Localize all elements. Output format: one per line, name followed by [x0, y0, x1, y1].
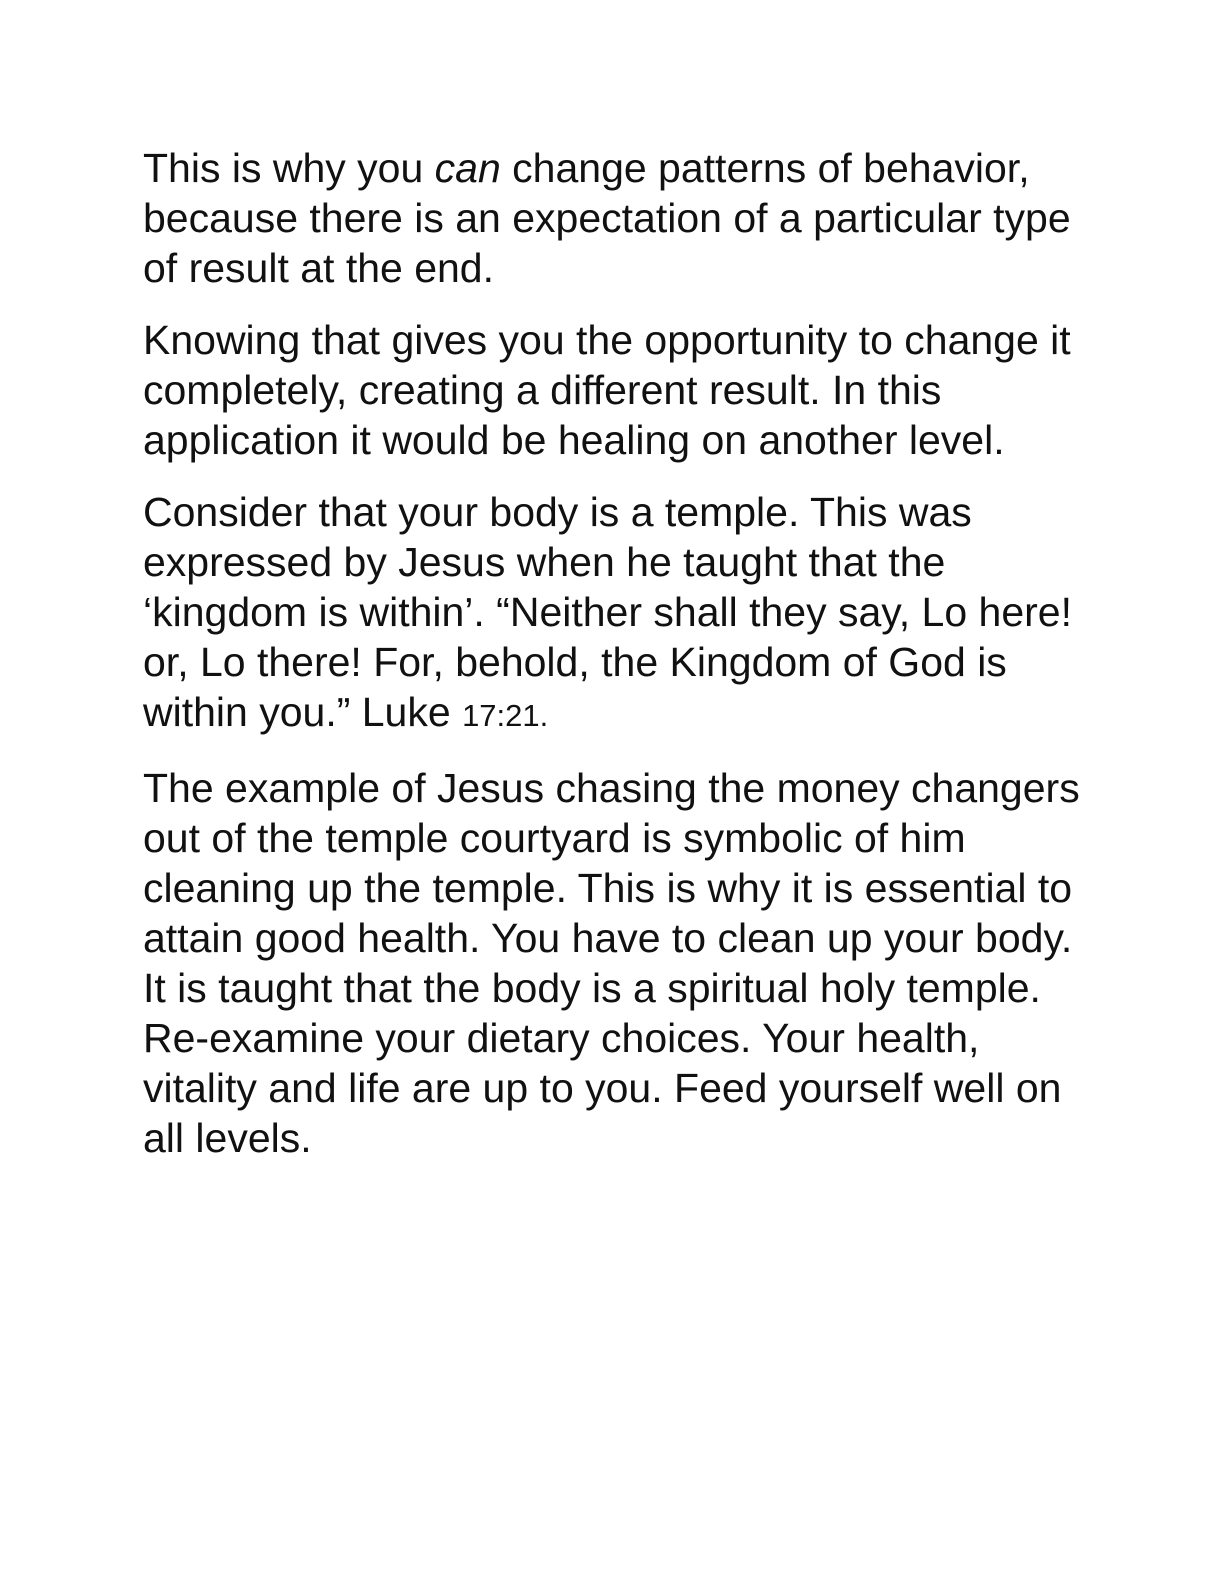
paragraph-healing-level	[143, 315, 1083, 465]
paragraph-text: Knowing that gives you the opportunity to change it completely, creating a different result. In this application it would be healing on another level.	[143, 317, 1071, 463]
paragraph-behavior-patterns	[143, 143, 1083, 293]
paragraph-text: This is why you	[143, 145, 435, 191]
paragraph-money-changers	[143, 763, 1083, 1163]
paragraph-body-temple	[143, 487, 1083, 741]
paragraph-text: The example of Jesus chasing the money changers out of the temple courtyard is symbolic of him cleaning up the temple. This is why it is essential to attain good health. You have to clean up your body. It is taught that the body is a spiritual holy temple. Re-examine your dietary choices. Your health, vitality and life are up to you. Feed yourself well on all levels.	[143, 765, 1080, 1161]
paragraph-text: change patterns of behavior, because there is an expectation of a particular type of result at the end.	[143, 145, 1071, 291]
paragraph-text: Consider that your body is a temple. This was expressed by Jesus when he taught that the ‘kingdom is within’. “Neither shall they say, Lo here! or, Lo there! For, behold, the Kingdom of God is within you.” Luke	[143, 489, 1072, 735]
emphasized-word: can	[434, 145, 501, 191]
scripture-reference: 17:21.	[462, 698, 549, 733]
document-page	[143, 143, 1083, 1185]
